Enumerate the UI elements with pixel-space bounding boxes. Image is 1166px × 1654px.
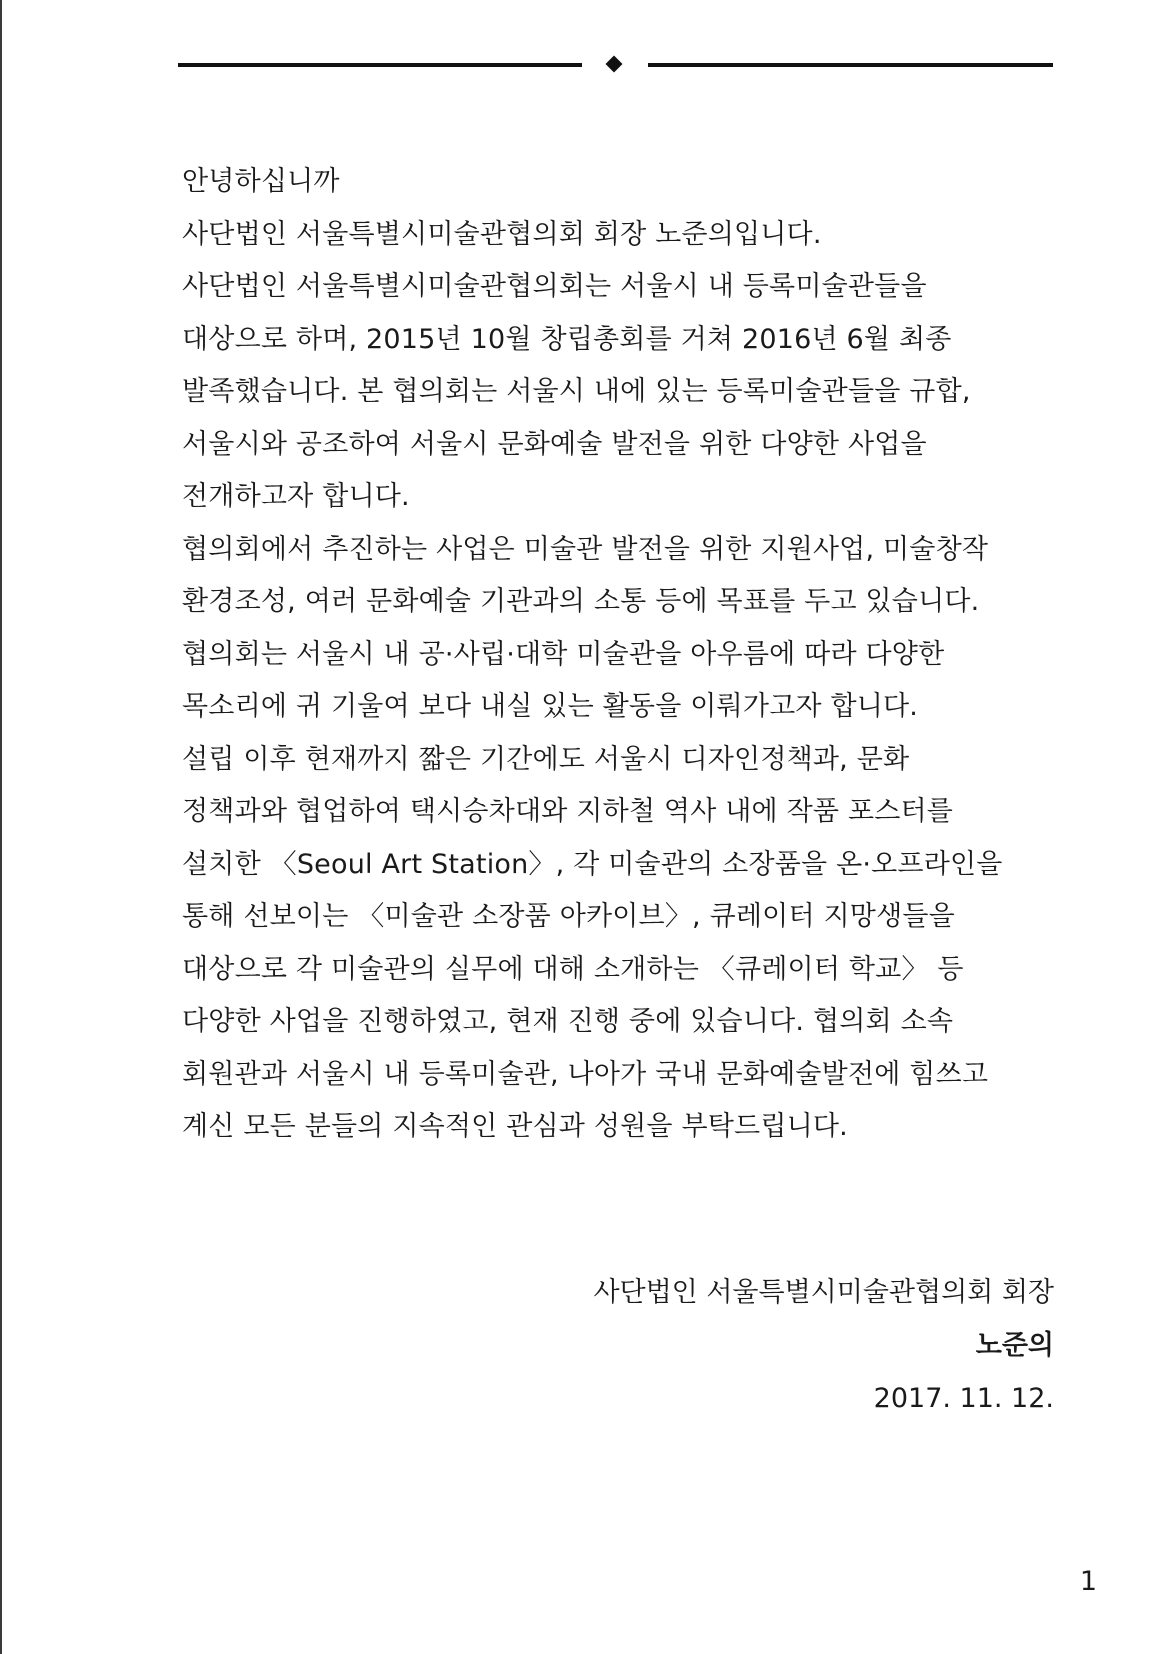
ornament-rule-left bbox=[178, 63, 582, 67]
signature-block bbox=[593, 1266, 1054, 1425]
letter-line: 협의회에서 추진하는 사업은 미술관 발전을 위한 지원사업, 미술창작 bbox=[182, 533, 989, 565]
letter-line: 환경조성, 여러 문화예술 기관과의 소통 등에 목표를 두고 있습니다. bbox=[182, 586, 980, 617]
header-ornament bbox=[178, 51, 1053, 79]
letter-line: 사단법인 서울특별시미술관협의회는 서울시 내 등록미술관들을 bbox=[182, 271, 927, 302]
letter-line: 서울시와 공조하여 서울시 문화예술 발전을 위한 다양한 사업을 bbox=[182, 428, 927, 460]
signature-organization: 사단법인 서울특별시미술관협의회 회장 bbox=[593, 1277, 1054, 1308]
letter-line: 목소리에 귀 기울여 보다 내실 있는 활동을 이뤄가고자 합니다. bbox=[182, 691, 919, 722]
letter-line: 전개하고자 합니다. bbox=[182, 481, 410, 512]
signature-name: 노준의 bbox=[975, 1330, 1054, 1361]
letter-line: 통해 선보이는 〈미술관 소장품 아카이브〉, 큐레이터 지망생들을 bbox=[182, 901, 955, 932]
diamond-icon bbox=[606, 56, 623, 73]
letter-line: 발족했습니다. 본 협의회는 서울시 내에 있는 등록미술관들을 규합, bbox=[182, 376, 971, 407]
letter-line: 협의회는 서울시 내 공·사립·대학 미술관을 아우름에 따라 다양한 bbox=[182, 638, 945, 670]
signature-date: 2017. 11. 12. bbox=[873, 1383, 1054, 1414]
letter-line: 다양한 사업을 진행하였고, 현재 진행 중에 있습니다. 협의회 소속 bbox=[182, 1006, 954, 1037]
letter-line: 대상으로 하며, 2015년 10월 창립총회를 거쳐 2016년 6월 최종 bbox=[182, 323, 952, 355]
letter-line: 설립 이후 현재까지 짧은 기간에도 서울시 디자인정책과, 문화 bbox=[182, 743, 910, 775]
letter-line: 정책과와 협업하여 택시승차대와 지하철 역사 내에 작품 포스터를 bbox=[182, 796, 954, 827]
letter-line: 설치한 〈Seoul Art Station〉, 각 미술관의 소장품을 온·오프라인을 bbox=[182, 848, 1003, 880]
letter-line: 회원관과 서울시 내 등록미술관, 나아가 국내 문화예술발전에 힘쓰고 bbox=[182, 1058, 989, 1090]
page-left-border bbox=[0, 0, 2, 1654]
letter-line: 안녕하십니까 bbox=[182, 166, 340, 197]
page-number: 1 bbox=[1079, 1566, 1097, 1597]
letter-line: 대상으로 각 미술관의 실무에 대해 소개하는 〈큐레이터 학교〉 등 bbox=[182, 953, 964, 985]
letter-body bbox=[182, 156, 1062, 1154]
letter-line: 계신 모든 분들의 지속적인 관심과 성원을 부탁드립니다. bbox=[182, 1111, 848, 1142]
letter-line: 사단법인 서울특별시미술관협의회 회장 노준의입니다. bbox=[182, 218, 822, 250]
ornament-rule-right bbox=[648, 63, 1053, 67]
